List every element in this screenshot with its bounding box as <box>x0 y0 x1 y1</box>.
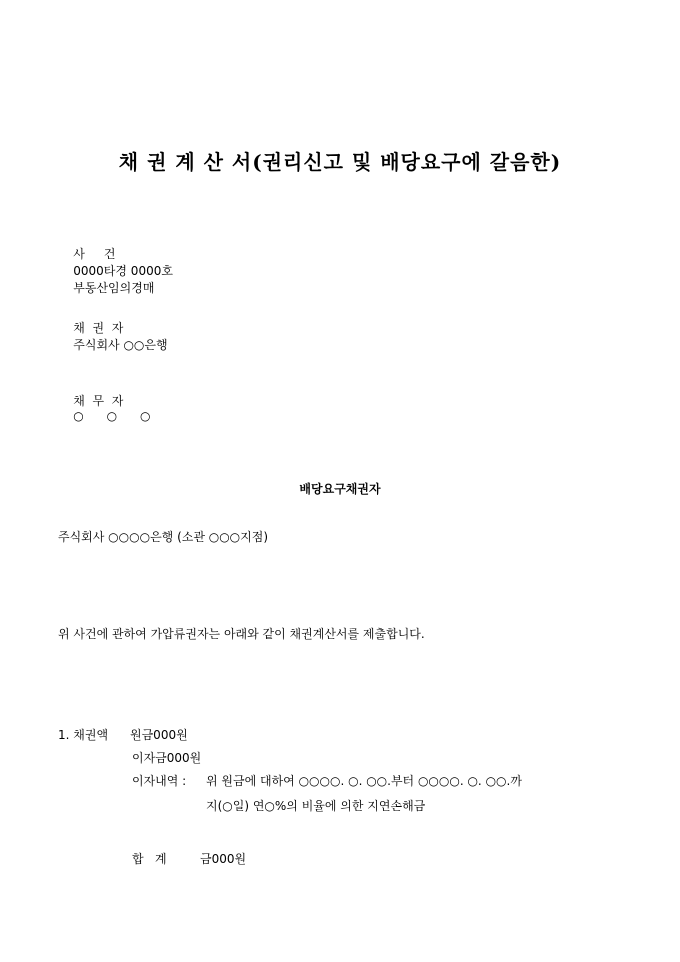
case-type: 부동산임의경매 <box>73 281 155 295</box>
claim-detail-line1: 위 원금에 대하여 ○○○○. ○. ○○.부터 ○○○○. ○. ○○.까 <box>206 774 522 788</box>
document-title: 채 권 계 산 서(권리신고 및 배당요구에 갈음한) <box>118 150 562 174</box>
claim-detail-label: 이자내역 : <box>132 774 187 788</box>
debtor-value: ○ ○ ○ <box>73 409 151 423</box>
claim-interest: 이자금000원 <box>132 751 202 765</box>
claim-total-label: 합 계 <box>132 852 167 866</box>
statement-text: 위 사건에 관하여 가압류권자는 아래와 같이 채권계산서를 제출합니다. <box>58 627 425 641</box>
case-row <box>58 231 205 310</box>
creditor-value: 주식회사 ○○은행 <box>73 338 168 352</box>
debtor-label: 채 무 자 <box>73 394 124 408</box>
creditor-label: 채 권 자 <box>73 321 124 335</box>
debtor-row <box>58 378 161 437</box>
creditor-row <box>58 305 168 367</box>
claim-item-label: 1. 채권액 <box>58 728 109 742</box>
claimant-name: 주식회사 ○○○○은행 (소관 ○○○지점) <box>58 530 269 544</box>
claim-detail-line2: 지(○일) 연○%의 비율에 의한 지연손해금 <box>206 799 426 813</box>
case-number: 0000타경 0000호 <box>73 264 173 278</box>
claimant-heading: 배당요구채권자 <box>299 482 381 496</box>
claim-principal: 원금000원 <box>130 728 188 742</box>
case-label: 사 건 <box>73 247 116 261</box>
claim-total-value: 금000원 <box>200 852 247 866</box>
